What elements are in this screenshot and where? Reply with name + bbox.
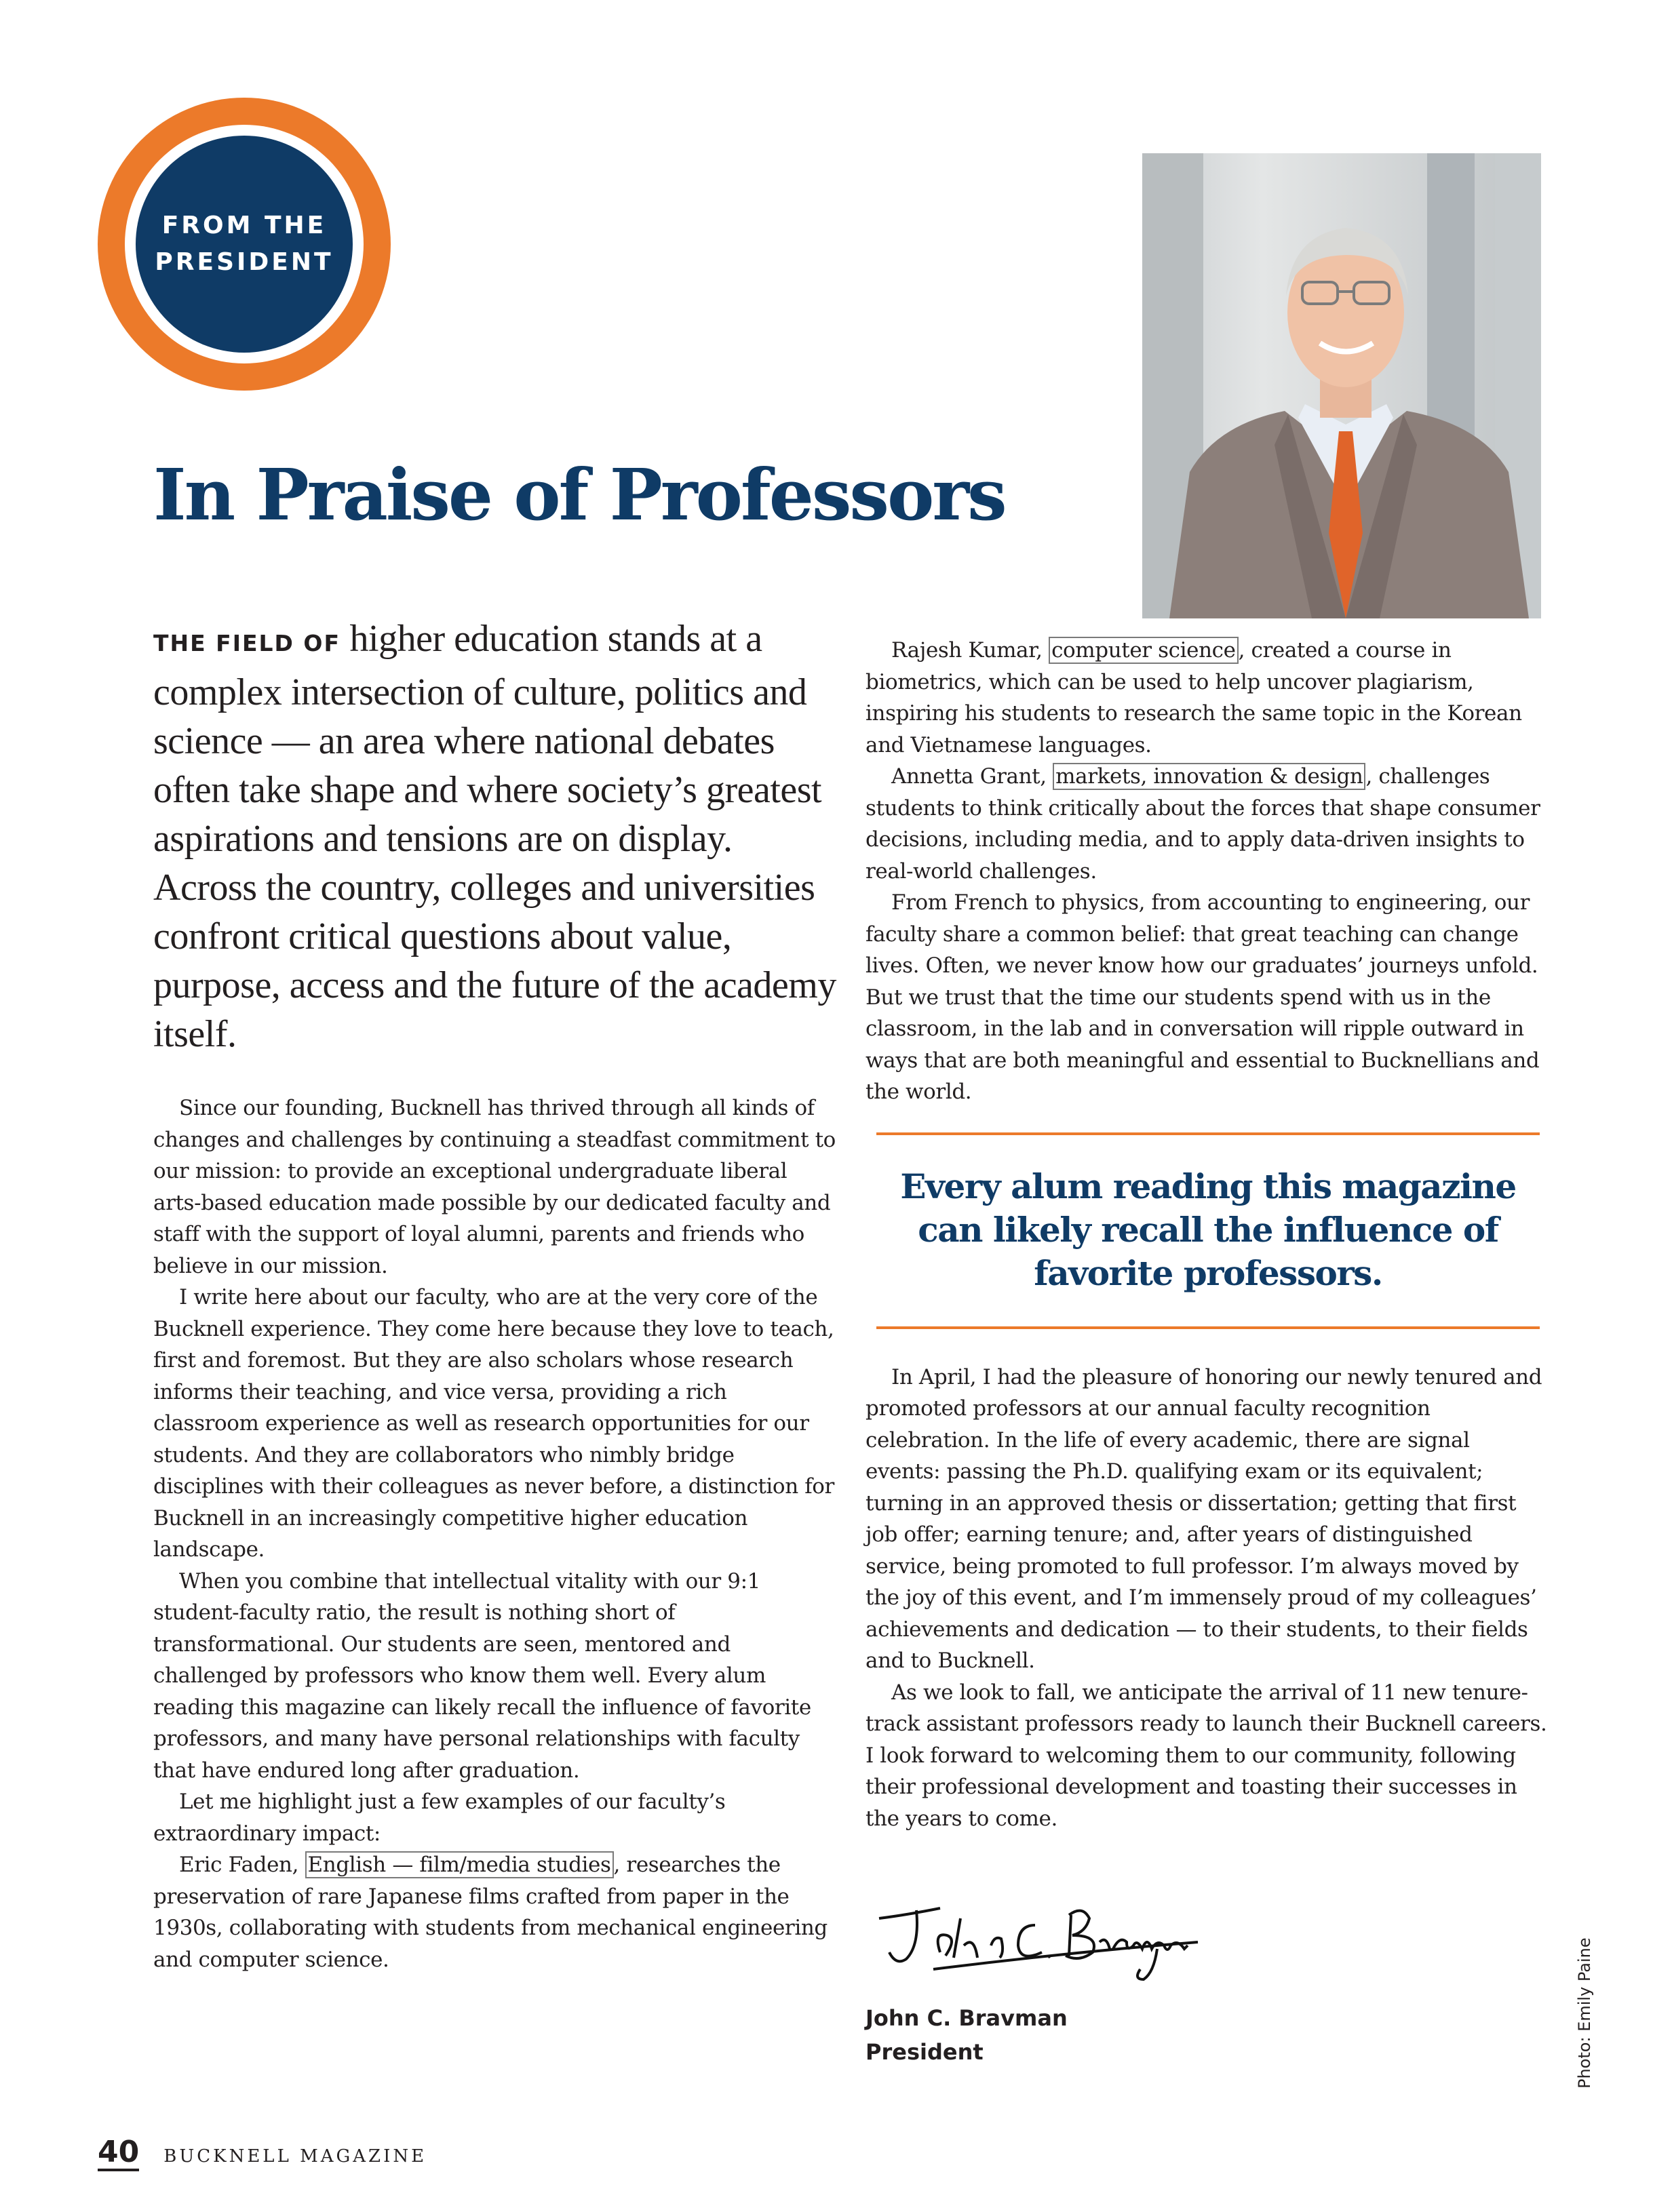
from-the-president-badge (98, 98, 391, 391)
body-paragraph (866, 761, 1551, 887)
article-title: In Praise of Professors (153, 453, 1005, 536)
faculty-description: , created a course in biometrics, which can be used to help uncover plagiarism, inspiring his students to research the same topic in the Korean and Vietnamese languages. (866, 638, 1522, 757)
page-number: 40 (98, 2137, 139, 2171)
badge-line-2: PRESIDENT (155, 248, 334, 276)
body-paragraph: When you combine that intellectual vitality with our 9:1 student-faculty ratio, the result is nothing short of transformational. Our students are seen, mentored and challenged by professors who know them well. Every alum reading this magazine can likely recall the influence of favorite professors, and many have personal relationships with faculty that have endured long after graduation. (153, 1568, 811, 1783)
pull-quote-text: Every alum reading this magazine can likely recall the influence of favorite professors. (900, 1166, 1516, 1293)
faculty-name: Annetta Grant, (891, 764, 1053, 789)
department-link-english-film[interactable]: English — film/media studies (305, 1851, 614, 1878)
president-portrait-photo (1142, 153, 1541, 618)
lede-paragraph (153, 614, 838, 1059)
right-body-text-continued (866, 1362, 1551, 1835)
signatory-name: John C. Bravman (866, 2005, 1068, 2031)
left-body-text (153, 1092, 838, 1975)
body-paragraph: As we look to fall, we anticipate the arrival of 11 new tenure-track assistant professors ready to launch their Bucknell careers. I look forward to welcoming them to our community, following their professional development and toasting their successes in the years to come. (866, 1680, 1547, 1831)
body-paragraph (153, 1849, 838, 1975)
department-link-computer-science[interactable]: computer science (1049, 637, 1239, 664)
photo-credit: Photo: Emily Paine (1575, 1937, 1594, 2089)
pull-quote (876, 1132, 1540, 1329)
pull-quote-top-rule (876, 1132, 1540, 1135)
badge-ring (125, 125, 364, 363)
lede-lead-in: THE FIELD OF (153, 630, 341, 656)
right-column (866, 635, 1551, 2069)
lede-text: higher education stands at a complex intersection of culture, politics and science — an area where national debates often take shape and where society’s greatest aspirations and tensions are on display. Across the country, colleges and universities confront critical questions about value, purpose, access and the future of the academy itself. (153, 618, 836, 1055)
page-footer (98, 2137, 427, 2171)
department-link-markets-innovation-design[interactable]: markets, innovation & design (1053, 763, 1365, 790)
pull-quote-bottom-rule (876, 1326, 1540, 1329)
portrait-illustration (1142, 153, 1541, 618)
body-paragraph: I write here about our faculty, who are at the very core of the Bucknell experience. They come here because they love to teach, first and foremost. But they are also scholars whose research informs their teaching, and vice versa, providing a rich classroom experience as well as research opportunities for our students. And they are collaborators who nimbly bridge disciplines with their colleagues as never before, a distinction for Bucknell in an increasingly competitive higher education landscape. (153, 1285, 834, 1562)
body-paragraph: Let me highlight just a few examples of our faculty’s extraordinary impact: (153, 1790, 726, 1846)
body-paragraph: Since our founding, Bucknell has thrived through all kinds of changes and challenges by continuing a steadfast commitment to our mission: to provide an exceptional undergraduate liberal arts-based education made possible by our dedicated faculty and staff with the support of loyal alumni, parents and friends who believe in our mission. (153, 1096, 836, 1278)
signatory-title: President (866, 2039, 984, 2065)
body-paragraph: In April, I had the pleasure of honoring our newly tenured and promoted professors at our annual faculty recognition celebration. In the life of every academic, there are signal events: passing the Ph.D. qualifying exam or its equivalent; turning in an approved thesis or dissertation; getting that first job offer; earning tenure; and, after years of distinguished service, being promoted to full professor. I’m always moved by the joy of this event, and I’m immensely proud of my colleagues’ achievements and dedication — to their students, to their fields and to Bucknell. (866, 1364, 1542, 1673)
publication-name: BUCKNELL MAGAZINE (163, 2146, 427, 2167)
body-paragraph (866, 635, 1551, 761)
faculty-name: Eric Faden, (179, 1853, 305, 1877)
body-paragraph: From French to physics, from accounting to engineering, our faculty share a common belief: that great teaching can change lives. Often, we never know how our graduates’ journeys unfold. But we trust that the time our students spend with us in the classroom, in the lab and in conversation will ripple outward in ways that are both meaningful and essential to Bucknellians and the world. (866, 890, 1540, 1104)
faculty-description: , researches the preservation of rare Japanese films crafted from paper in the 1930s, collaborating with students from mechanical engineering and computer science. (153, 1853, 828, 1972)
right-body-text (866, 635, 1551, 1108)
faculty-description: , challenges students to think critically about the forces that shape consumer decisions, including media, and to apply data-driven insights to real-world challenges. (866, 764, 1540, 884)
badge-core (136, 136, 353, 353)
handwritten-signature (866, 1878, 1218, 1993)
faculty-name: Rajesh Kumar, (891, 638, 1049, 663)
left-column (153, 614, 838, 1975)
badge-line-1: FROM THE (161, 212, 327, 239)
